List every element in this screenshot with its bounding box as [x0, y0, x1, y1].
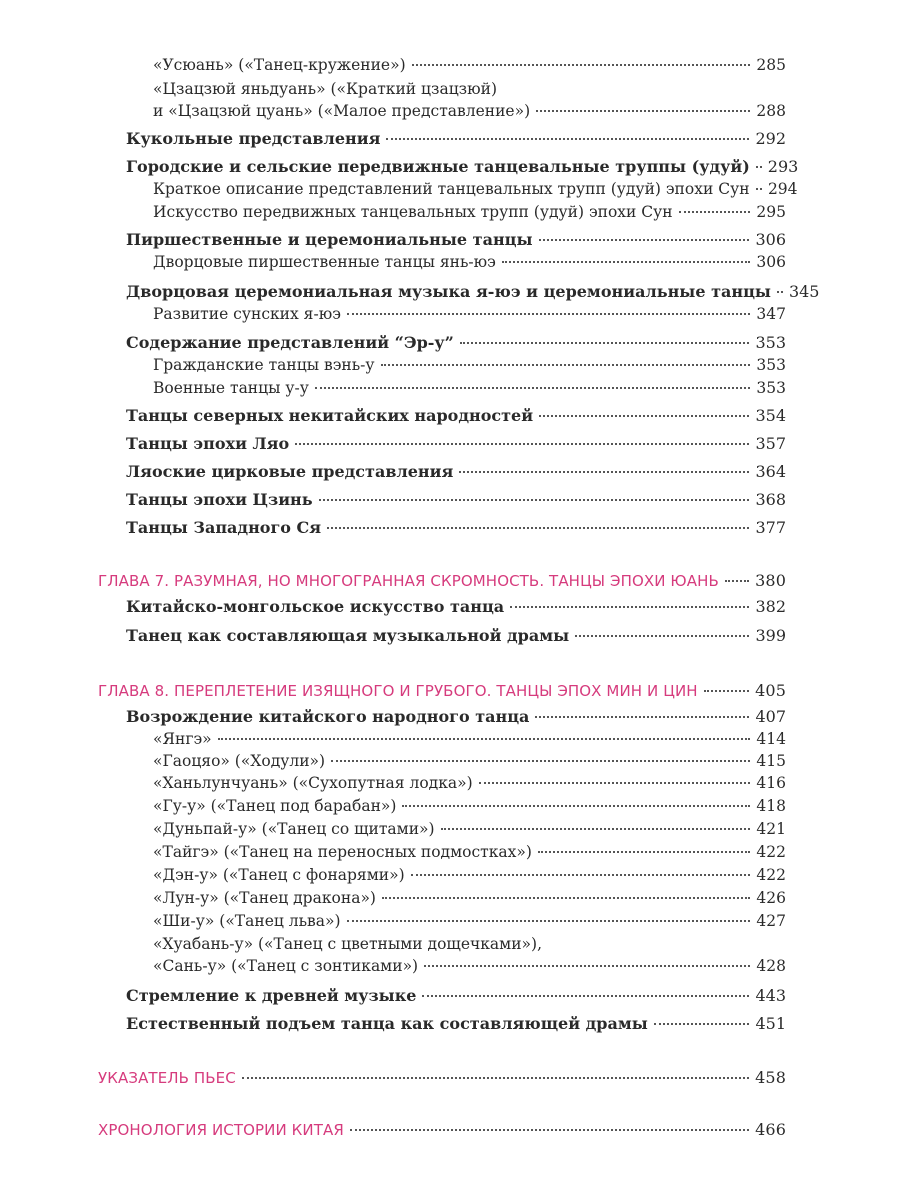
toc-entry-title: «Ханьлунчуань» («Сухопутная лодка»): [153, 774, 473, 792]
leader-dots: [460, 342, 750, 344]
toc-entry: [153, 912, 786, 936]
toc-entry: [153, 889, 786, 913]
toc-section: [126, 333, 786, 357]
toc-entry-page: 353: [756, 356, 786, 374]
leader-dots: [725, 580, 749, 582]
toc-entry-title: Искусство передвижных танцевальных трупп (удуй) эпохи Сун: [153, 203, 673, 221]
toc-section-page: 345: [788, 282, 820, 301]
toc-section-page: 399: [755, 626, 786, 645]
toc-chapter-page: 405: [755, 681, 786, 700]
toc-entry-title: «Сань-у» («Танец с зонтиками»): [153, 957, 419, 975]
toc-entry-title: Гражданские танцы вэнь-у: [153, 356, 375, 374]
toc-entry-page: 306: [756, 253, 786, 271]
toc-entry: [153, 253, 786, 277]
toc-section-page: 293: [767, 157, 799, 176]
toc-section-page: 292: [755, 129, 786, 148]
toc-entry-page: 422: [756, 866, 786, 884]
leader-dots: [315, 387, 750, 389]
toc-entry-page: 426: [756, 889, 786, 907]
leader-dots: [382, 897, 750, 899]
toc-entry-title: «Хуабань-у» («Танец с цветными дощечками»),: [153, 935, 543, 953]
toc-chapter: [98, 681, 786, 705]
toc-entry-page: 427: [756, 912, 786, 930]
toc-section: [126, 129, 786, 153]
toc-section: [126, 434, 786, 458]
leader-dots: [575, 635, 749, 637]
leader-dots: [777, 291, 783, 293]
toc-chapter-page: 458: [755, 1068, 786, 1087]
toc-entry-title: «Лун-у» («Танец дракона»): [153, 889, 376, 907]
leader-dots: [479, 782, 750, 784]
toc-entry: [153, 102, 786, 126]
toc-chapter-title: ХРОНОЛОГИЯ ИСТОРИИ КИТАЯ: [98, 1121, 344, 1139]
toc-section-title: Стремление к древней музыке: [126, 986, 417, 1005]
toc-entry-page: 415: [756, 752, 786, 770]
leader-dots: [538, 851, 750, 853]
toc-section-title: Кукольные представления: [126, 129, 381, 148]
leader-dots: [704, 690, 749, 692]
toc-entry: [153, 203, 786, 227]
toc-chapter: [98, 1068, 786, 1092]
leader-dots: [350, 1129, 749, 1131]
toc-section-page: 451: [755, 1014, 786, 1033]
toc-entry-title: «Гаоцяо» («Ходули»): [153, 752, 326, 770]
toc-entry-page: 294: [767, 180, 798, 198]
toc-entry: [153, 935, 786, 959]
toc-section-title: Танцы северных некитайских народностей: [126, 406, 534, 425]
toc-section: [126, 597, 786, 621]
toc-entry-page: 414: [756, 730, 786, 748]
toc-entry-page: 285: [756, 56, 786, 74]
toc-entry: [153, 957, 786, 981]
leader-dots: [412, 64, 750, 66]
toc-section-title: Городские и сельские передвижные танцевальные труппы (удуй): [126, 157, 750, 176]
toc-chapter-title: ГЛАВА 7. РАЗУМНАЯ, НО МНОГОГРАННАЯ СКРОМНОСТЬ. ТАНЦЫ ЭПОХИ ЮАНЬ: [98, 572, 719, 590]
toc-entry-page: 418: [756, 797, 786, 815]
toc-section-page: 354: [755, 406, 786, 425]
toc-section-title: Танец как составляющая музыкальной драмы: [126, 626, 570, 645]
toc-entry: [153, 356, 786, 380]
toc-entry: [153, 843, 786, 867]
toc-entry: [153, 752, 786, 776]
toc-entry-title: «Усюань» («Танец-кружение»): [153, 56, 406, 74]
leader-dots: [654, 1023, 750, 1025]
toc-entry-page: 421: [756, 820, 786, 838]
leader-dots: [327, 527, 749, 529]
toc-section: [126, 157, 799, 181]
leader-dots: [331, 760, 750, 762]
toc-entry-title: Развитие сунских я-юэ: [153, 305, 341, 323]
toc-entry: [153, 866, 786, 890]
toc-entry-page: 295: [756, 203, 786, 221]
leader-dots: [402, 805, 750, 807]
toc-entry-page: 347: [756, 305, 786, 323]
toc-section-title: Танцы эпохи Цзинь: [126, 490, 313, 509]
toc-section: [126, 518, 786, 542]
toc-entry-title: «Ши-у» («Танец льва»): [153, 912, 341, 930]
toc-section-title: Возрождение китайского народного танца: [126, 707, 530, 726]
toc-section: [126, 707, 786, 731]
toc-section-title: Китайско-монгольское искусство танца: [126, 597, 505, 616]
toc-chapter-title: УКАЗАТЕЛЬ ПЬЕС: [98, 1069, 236, 1087]
toc-entry: [153, 820, 786, 844]
toc-section-title: Пиршественные и церемониальные танцы: [126, 230, 533, 249]
toc-section-page: 306: [755, 230, 786, 249]
toc-entry-page: 422: [756, 843, 786, 861]
leader-dots: [441, 828, 750, 830]
leader-dots: [411, 874, 750, 876]
leader-dots: [539, 415, 749, 417]
toc-section-title: Естественный подъем танца как составляющей драмы: [126, 1014, 648, 1033]
toc-entry: [153, 56, 786, 80]
toc-chapter: [98, 1120, 786, 1144]
leader-dots: [295, 443, 749, 445]
toc-entry: [153, 80, 786, 104]
toc-section: [126, 626, 786, 650]
toc-entry: [153, 730, 786, 754]
leader-dots: [539, 239, 750, 241]
leader-dots: [347, 920, 750, 922]
toc-entry: [153, 379, 786, 403]
toc-entry: [153, 180, 798, 204]
toc-section-page: 368: [755, 490, 786, 509]
toc-section-title: Танцы эпохи Ляо: [126, 434, 290, 453]
toc-section-page: 353: [755, 333, 786, 352]
toc-entry-page: 353: [756, 379, 786, 397]
toc-section: [126, 230, 786, 254]
leader-dots: [536, 110, 750, 112]
toc-chapter: [98, 571, 786, 595]
toc-entry-title: Военные танцы у-у: [153, 379, 309, 397]
toc-chapter-page: 466: [755, 1120, 786, 1139]
toc-entry-page: 428: [756, 957, 786, 975]
toc-entry-title: и «Цзацзюй цуань» («Малое представление»): [153, 102, 531, 120]
leader-dots: [242, 1077, 749, 1079]
toc-entry: [153, 797, 786, 821]
leader-dots: [502, 261, 750, 263]
toc-entry-page: 416: [756, 774, 786, 792]
leader-dots: [422, 995, 749, 997]
toc-section: [126, 986, 786, 1010]
leader-dots: [756, 166, 762, 168]
toc-entry-title: «Янгэ»: [153, 730, 212, 748]
toc-section-page: 382: [755, 597, 786, 616]
toc-section-page: 364: [755, 462, 786, 481]
toc-section-title: Дворцовая церемониальная музыка я-юэ и церемониальные танцы: [126, 282, 771, 301]
leader-dots: [756, 188, 762, 190]
toc-entry-title: «Дэн-у» («Танец с фонарями»): [153, 866, 405, 884]
toc-section-page: 443: [755, 986, 786, 1005]
toc-section-title: Содержание представлений “Эр-у”: [126, 333, 454, 352]
toc-entry-title: «Тайгэ» («Танец на переносных подмостках»): [153, 843, 532, 861]
leader-dots: [347, 313, 750, 315]
toc-section: [126, 490, 786, 514]
leader-dots: [218, 738, 750, 740]
toc-section-page: 357: [755, 434, 786, 453]
toc-chapter-page: 380: [755, 571, 786, 590]
toc-entry: [153, 305, 786, 329]
toc-chapter-title: ГЛАВА 8. ПЕРЕПЛЕТЕНИЕ ИЗЯЩНОГО И ГРУБОГО. ТАНЦЫ ЭПОХ МИН И ЦИН: [98, 682, 698, 700]
leader-dots: [381, 364, 750, 366]
leader-dots: [424, 965, 750, 967]
leader-dots: [679, 211, 750, 213]
leader-dots: [510, 606, 749, 608]
toc-entry-title: «Цзацзюй яньдуань» («Краткий цзацзюй): [153, 80, 497, 98]
toc-entry-page: 288: [756, 102, 786, 120]
toc-section: [126, 406, 786, 430]
toc-entry-title: Краткое описание представлений танцевальных трупп (удуй) эпохи Сун: [153, 180, 750, 198]
toc-section: [126, 282, 820, 306]
leader-dots: [319, 499, 750, 501]
toc-section: [126, 462, 786, 486]
leader-dots: [535, 716, 749, 718]
toc-section-title: Ляоские цирковые представления: [126, 462, 454, 481]
toc-entry-title: «Гу-у» («Танец под барабан»): [153, 797, 397, 815]
toc-entry: [153, 774, 786, 798]
toc-section-title: Танцы Западного Ся: [126, 518, 322, 537]
toc-section: [126, 1014, 786, 1038]
toc-section-page: 407: [755, 707, 786, 726]
toc-entry-title: Дворцовые пиршественные танцы янь-юэ: [153, 253, 496, 271]
leader-dots: [386, 138, 749, 140]
toc-entry-title: «Дуньпай-у» («Танец со щитами»): [153, 820, 435, 838]
toc-section-page: 377: [755, 518, 786, 537]
leader-dots: [459, 471, 749, 473]
